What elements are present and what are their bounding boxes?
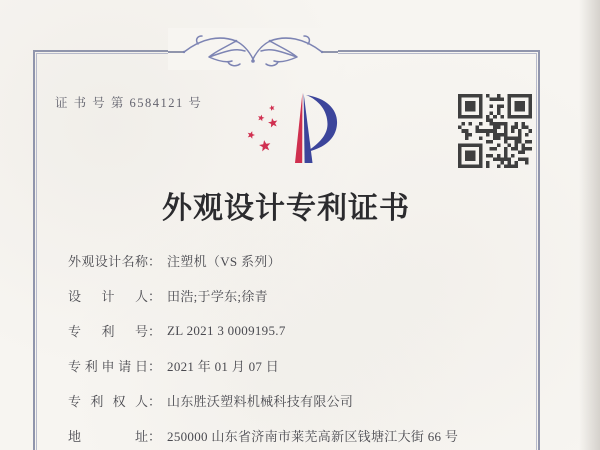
field-value: 250000 山东省济南市莱芜高新区钱塘江大街 66 号 — [167, 429, 459, 444]
field-label: 专 利 权 人 — [68, 394, 148, 409]
field-colon: ： — [148, 394, 162, 409]
cnipa-ip-logo-icon — [238, 86, 343, 171]
logo-spike-blue — [304, 93, 313, 163]
field-label: 地 址 — [68, 429, 148, 444]
certificate-fields — [68, 243, 528, 450]
certificate-title: 外观设计专利证书 — [162, 192, 410, 225]
field-value: 2021 年 01 月 07 日 — [167, 359, 280, 374]
logo-spike-red — [295, 93, 302, 163]
field-value: 注塑机（VS 系列） — [167, 254, 281, 269]
certificate-field-row — [68, 418, 528, 450]
top-flourish-ornament — [168, 28, 338, 70]
logo-p-bowl — [306, 95, 337, 152]
field-value: ZL 2021 3 0009195.7 — [167, 322, 286, 338]
field-colon: ： — [148, 429, 162, 444]
field-colon: ： — [148, 359, 162, 374]
field-label: 外 观 设 计 名 称 — [68, 254, 148, 269]
field-label: 专 利 申 请 日 — [68, 359, 148, 374]
logo-stars — [248, 105, 278, 151]
field-colon: ： — [148, 289, 162, 304]
certificate-field-row — [68, 313, 528, 348]
field-value: 山东胜沃塑料机械科技有限公司 — [167, 394, 354, 409]
qr-code-icon — [458, 94, 532, 168]
certificate-field-row — [68, 348, 528, 383]
field-label: 设 计 人 — [68, 289, 148, 304]
certificate-number: 证 书 号 第 6584121 号 — [55, 96, 203, 110]
certificate-field-row — [68, 243, 528, 278]
field-value: 田浩;于学东;徐青 — [167, 289, 268, 304]
certificate-field-row — [68, 278, 528, 313]
field-colon: ： — [148, 254, 162, 269]
certificate-field-row — [68, 383, 528, 418]
field-colon: ： — [148, 324, 162, 339]
field-label: 专 利 号 — [68, 324, 148, 339]
